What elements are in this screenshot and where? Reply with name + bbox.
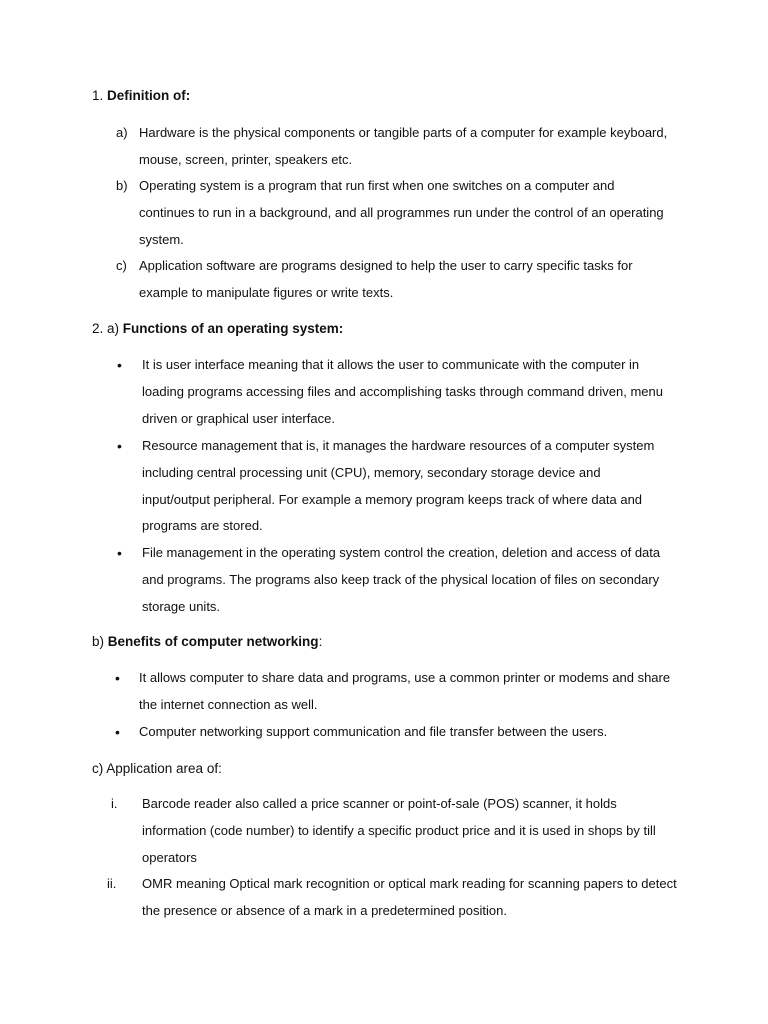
bullet-icon: • [115,670,120,686]
section-2b-heading [92,634,322,649]
definition-application-software: Application software are programs designed to help the user to carry specific tasks for example to manipulate figures or write texts. [139,258,633,300]
os-function-resource-management: Resource management that is, it manages the hardware resources of a computer system including central processing unit (CPU), memory, secondary storage device and input/output peripheral. For example a memory program keeps track of where data and programs are stored. [142,438,655,534]
section-2b-title: Benefits of computer networking [107,634,319,649]
os-function-user-interface: It is user interface meaning that it allows the user to communicate with the computer in loading programs accessing files and accomplishing tasks through command driven, menu driven or graphical user interface. [142,357,663,426]
section-1-number: 1. [92,88,104,103]
application-omr: OMR meaning Optical mark recognition or optical mark reading for scanning papers to detect the presence or absence of a mark in a predetermined position. [142,876,677,918]
bullet-icon: • [117,545,122,561]
section-2a-title: Functions of an operating system: [122,321,344,336]
section-2b-number: b) [92,634,105,649]
definition-hardware: Hardware is the physical components or tangible parts of a computer for example keyboard, mouse, screen, printer, speakers etc. [139,125,668,167]
section-1-heading [92,88,190,103]
section-2a-number: 2. a) [92,321,120,336]
bullet-icon: • [117,357,122,373]
list-marker: c) [116,258,127,273]
list-marker: ii. [107,876,117,891]
definition-operating-system: Operating system is a program that run first when one switches on a computer and continues to run in a background, and all programmes run under the control of an operating system. [139,178,664,247]
list-marker: i. [111,796,118,811]
networking-benefit-sharing: It allows computer to share data and programs, use a common printer or modems and share the internet connection as well. [139,670,671,712]
bullet-icon: • [117,438,122,454]
list-marker: b) [116,178,128,193]
section-2c-heading: c) Application area of: [92,761,222,776]
section-2a-heading [92,321,343,336]
os-function-file-management: File management in the operating system control the creation, deletion and access of data and programs. The programs also keep track of the physical location of files on secondary storage units. [142,545,661,614]
networking-benefit-communication: Computer networking support communication and file transfer between the users. [139,724,608,739]
section-1-title: Definition of: [107,88,191,103]
application-barcode-reader: Barcode reader also called a price scanner or point-of-sale (POS) scanner, it holds information (code number) to identify a specific product price and it is used in shops by till operators [142,796,656,865]
section-2b-suffix: : [318,634,323,649]
bullet-icon: • [115,724,120,740]
list-marker: a) [116,125,128,140]
